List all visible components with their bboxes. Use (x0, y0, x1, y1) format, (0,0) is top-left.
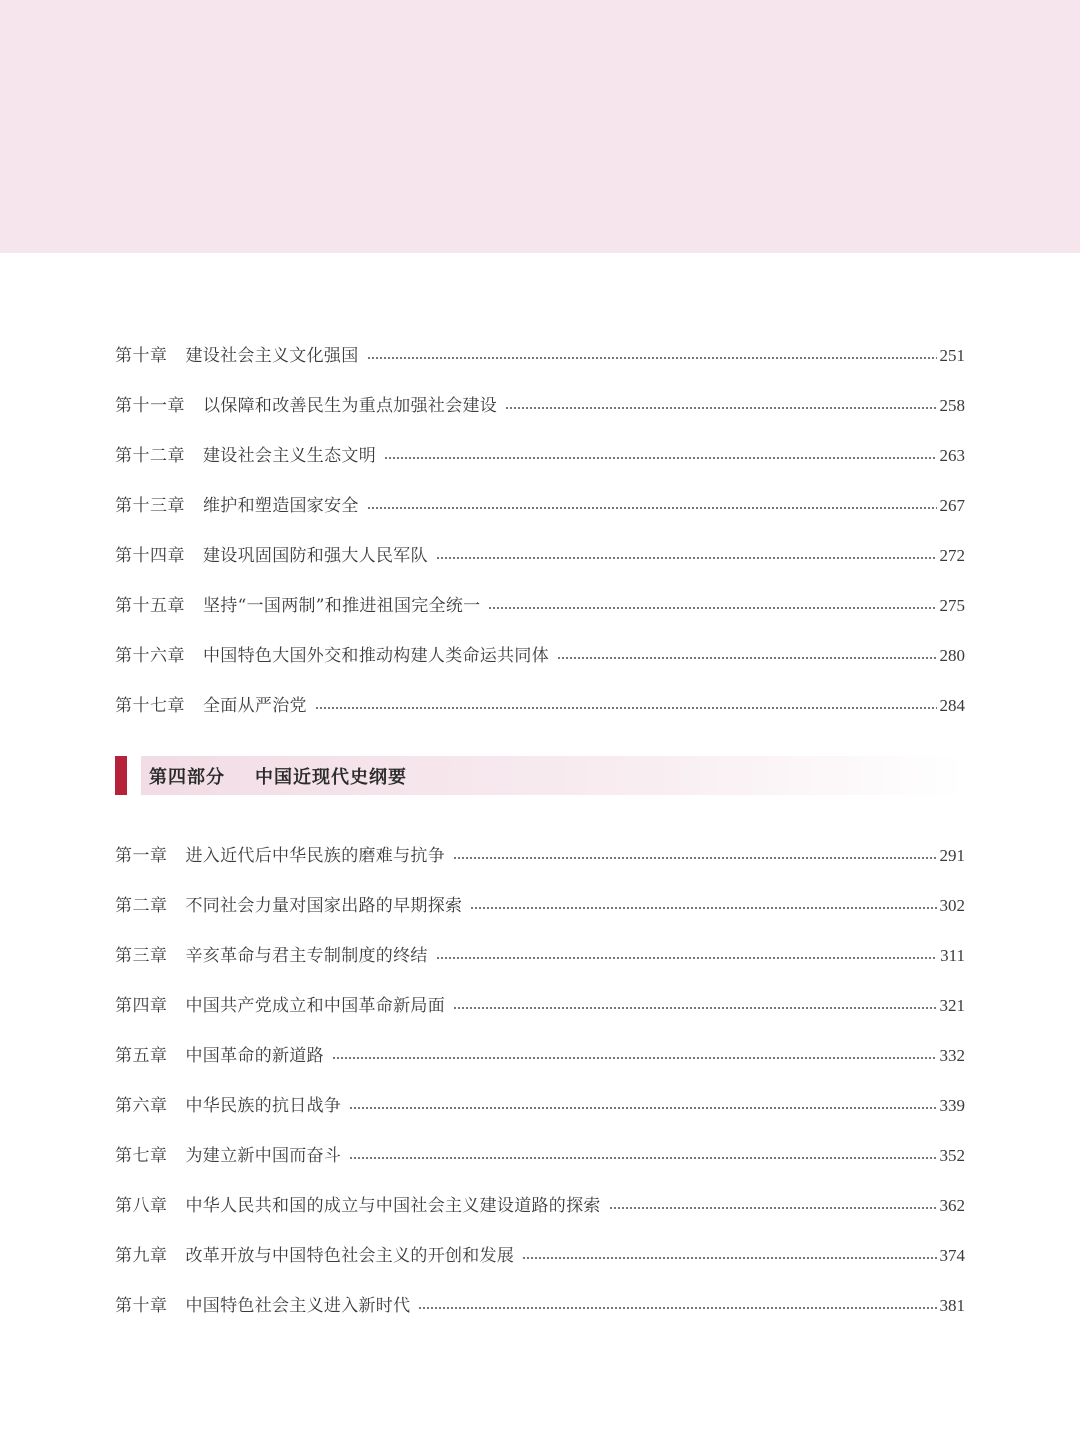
dot-leader (367, 357, 937, 359)
chapter-title: 维护和塑造国家安全 (203, 496, 359, 516)
toc-entry[interactable] (115, 1281, 965, 1331)
section-header-part4 (115, 756, 965, 795)
dot-leader (367, 507, 937, 509)
dot-leader (349, 1107, 936, 1109)
toc-entry[interactable] (115, 1181, 965, 1231)
chapter-number: 第十五章 (115, 596, 185, 616)
dot-leader (384, 457, 937, 459)
toc-entry[interactable] (115, 1131, 965, 1181)
dot-leader (609, 1207, 937, 1209)
toc-entry[interactable] (115, 981, 965, 1031)
page-number: 284 (939, 696, 965, 715)
toc-entry[interactable] (115, 381, 965, 431)
toc-entry[interactable] (115, 681, 965, 731)
chapter-title: 辛亥革命与君主专制制度的终结 (185, 946, 428, 966)
chapter-number: 第十章 (115, 346, 168, 366)
chapter-title: 中华民族的抗日战争 (185, 1096, 342, 1116)
dot-leader (349, 1157, 936, 1159)
chapter-title: 中国特色大国外交和推动构建人类命运共同体 (203, 646, 549, 666)
chapter-title: 建设社会主义文化强国 (185, 346, 359, 366)
dot-leader (418, 1307, 936, 1309)
page-number: 251 (939, 346, 965, 365)
chapter-number: 第十三章 (115, 496, 185, 516)
toc-entry[interactable] (115, 581, 965, 631)
chapter-number: 第八章 (115, 1196, 168, 1216)
chapter-title: 中国革命的新道路 (185, 1046, 324, 1066)
page-number: 280 (939, 646, 965, 665)
page-number: 263 (939, 446, 965, 465)
chapter-title: 建设社会主义生态文明 (203, 446, 376, 466)
chapter-number: 第六章 (115, 1096, 168, 1116)
section-title: 中国近现代史纲要 (255, 766, 407, 788)
chapter-title: 中华人民共和国的成立与中国社会主义建设道路的探索 (185, 1196, 601, 1216)
toc-entry[interactable] (115, 481, 965, 531)
chapter-number: 第十四章 (115, 546, 185, 566)
page-number: 311 (940, 946, 965, 965)
chapter-title: 不同社会力量对国家出路的早期探索 (185, 896, 463, 916)
dot-leader (332, 1057, 937, 1059)
chapter-title: 以保障和改善民生为重点加强社会建设 (203, 396, 498, 416)
top-decorative-band (0, 0, 1080, 253)
chapter-number: 第七章 (115, 1146, 168, 1166)
chapter-title: 改革开放与中国特色社会主义的开创和发展 (185, 1246, 515, 1266)
page-number: 267 (939, 496, 965, 515)
toc-entry[interactable] (115, 331, 965, 381)
toc-entry[interactable] (115, 531, 965, 581)
chapter-number: 第四章 (115, 996, 168, 1016)
chapter-number: 第五章 (115, 1046, 168, 1066)
dot-leader (453, 1007, 937, 1009)
dot-leader (557, 657, 937, 659)
page-number: 352 (939, 1146, 965, 1165)
page-number: 381 (939, 1296, 965, 1315)
toc-entry[interactable] (115, 1031, 965, 1081)
chapter-title: 建设巩固国防和强大人民军队 (203, 546, 428, 566)
dot-leader (436, 957, 937, 959)
dot-leader (315, 707, 937, 709)
chapter-title: 中国特色社会主义进入新时代 (185, 1296, 411, 1316)
chapter-number: 第九章 (115, 1246, 168, 1266)
chapter-title: 为建立新中国而奋斗 (185, 1146, 342, 1166)
dot-leader (505, 407, 936, 409)
toc-entry[interactable] (115, 431, 965, 481)
page-number: 339 (939, 1096, 965, 1115)
page-number: 321 (939, 996, 965, 1015)
page-number: 374 (939, 1246, 965, 1265)
toc-entry[interactable] (115, 1231, 965, 1281)
page-number: 332 (939, 1046, 965, 1065)
page-number: 258 (939, 396, 965, 415)
section-banner (141, 756, 965, 795)
page-number: 275 (939, 596, 965, 615)
chapter-number: 第二章 (115, 896, 168, 916)
chapter-title: 中国共产党成立和中国革命新局面 (185, 996, 445, 1016)
dot-leader (470, 907, 936, 909)
chapter-title: 进入近代后中华民族的磨难与抗争 (185, 846, 445, 866)
page-number: 291 (939, 846, 965, 865)
chapter-number: 第十六章 (115, 646, 185, 666)
chapter-number: 第一章 (115, 846, 168, 866)
toc-entry[interactable] (115, 1081, 965, 1131)
chapter-number: 第十一章 (115, 396, 185, 416)
dot-leader (522, 1257, 936, 1259)
chapter-title: 坚持“一国两制”和推进祖国完全统一 (203, 596, 481, 616)
chapter-title: 全面从严治党 (203, 696, 307, 716)
page-number: 362 (939, 1196, 965, 1215)
toc-entry[interactable] (115, 931, 965, 981)
section-accent-bar (115, 756, 127, 795)
toc-entry[interactable] (115, 631, 965, 681)
chapter-number: 第十二章 (115, 446, 185, 466)
toc-list-part4 (115, 831, 965, 1331)
section-label: 第四部分 (149, 766, 225, 788)
dot-leader (436, 557, 937, 559)
page-number: 272 (939, 546, 965, 565)
chapter-number: 第十章 (115, 1296, 168, 1316)
toc-entry[interactable] (115, 831, 965, 881)
dot-leader (488, 607, 936, 609)
chapter-number: 第三章 (115, 946, 168, 966)
toc-entry[interactable] (115, 881, 965, 931)
page-number: 302 (939, 896, 965, 915)
chapter-number: 第十七章 (115, 696, 185, 716)
toc-list-part3 (115, 331, 965, 731)
dot-leader (453, 857, 937, 859)
